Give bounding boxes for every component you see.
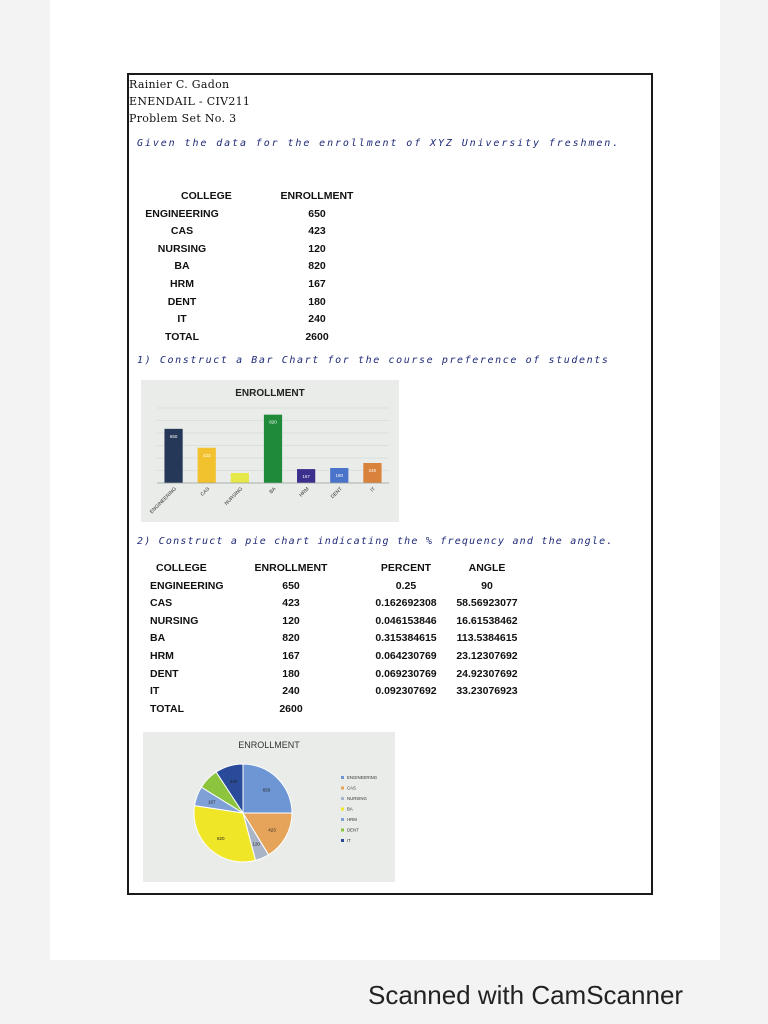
table-cell: ENGINEERING [145,207,219,220]
legend-swatch [341,829,344,832]
legend-entry: CAS [347,785,356,791]
legend-entry: NURSING [347,796,367,801]
bar [264,415,282,483]
legend-entry: IT [347,838,351,843]
legend-swatch [341,776,344,779]
table-cell: 2600 [279,702,303,715]
table-cell: HRM [150,650,174,662]
table-header-cell: ENROLLMENT [254,562,328,574]
slice-data-label: 240 [229,779,238,785]
slice-data-label: 820 [216,835,225,841]
bar [363,463,381,483]
table-cell: NURSING [157,242,207,255]
table-row [150,650,545,664]
table-header-cell: COLLEGE [181,190,232,202]
enrollment-table [145,190,412,350]
legend-entry: DENT [347,827,359,833]
chart-title: ENROLLMENT [238,740,300,750]
legend-swatch [341,839,344,842]
given-note: Given the data for the enrollment of XYZ University freshmen. [137,138,621,149]
category-tick-label: NURSING [223,486,245,507]
table-row [152,313,412,327]
table-cell: 120 [282,614,300,627]
pie-chart-screenshot [143,732,395,882]
table-cell: 423 [282,597,300,610]
bar-chart [141,380,399,522]
percent-angle-table [150,562,545,715]
bar-data-label: 180 [335,473,344,478]
table-cell: IT [150,685,160,698]
category-tick-label: CAS [199,486,212,498]
table-cell: 820 [308,260,326,273]
table-cell: 240 [308,313,326,326]
category-tick-label: IT [369,486,377,494]
table-row [145,207,412,222]
course-code: ENENDAIL - CIV211 [129,95,251,108]
bar-data-label: 423 [202,452,211,458]
table-row [152,296,412,310]
question-1: 1) Construct a Bar Chart for the course preference of students [137,355,610,366]
student-name: Rainier C. Gadon [129,78,230,91]
table-cell: BA [174,260,190,273]
table-cell: 0.069230769 [375,667,437,680]
question-2: 2) Construct a pie chart indicating the % frequency and the angle. [137,536,614,547]
table-cell: 650 [282,579,300,592]
table-cell: 0.315384615 [375,632,437,645]
table-row [150,615,545,629]
table-cell: 33.23076923 [456,685,518,698]
bar-data-label: 167 [302,474,310,480]
slice-data-label: 423 [268,827,276,833]
legend-entry: BA [347,806,353,812]
bar [231,473,249,483]
category-tick-label: HRM [298,486,311,499]
legend-entry: HRM [347,817,357,822]
table-header-cell: ENROLLMENT [280,190,354,202]
pie-chart [143,732,395,882]
table-cell: DENT [150,667,179,680]
table-cell: 180 [308,295,326,308]
table-cell: 240 [282,685,300,698]
table-cell: 167 [282,650,300,662]
slice-data-label: 650 [262,787,271,793]
table-cell: TOTAL [164,330,200,343]
category-tick-label: BA [268,486,278,496]
table-cell: IT [177,313,187,326]
legend-swatch [341,797,344,800]
legend-swatch [341,818,344,821]
table-cell: CAS [150,597,173,610]
table-header-row [150,562,545,576]
table-cell: 90 [481,579,493,592]
table-row [150,597,545,611]
table-cell: ENGINEERING [150,579,224,592]
table-cell: CAS [170,225,194,238]
table-cell: 167 [308,278,326,290]
table-header-cell: ANGLE [468,562,506,574]
table-cell: 0.092307692 [375,685,437,698]
table-cell: DENT [167,295,197,308]
table-row [152,243,412,257]
table-row [152,278,412,292]
table-cell: 180 [282,667,300,680]
table-cell: TOTAL [150,702,185,715]
table-cell: 113.5384615 [456,632,518,645]
table-cell: BA [150,632,166,645]
table-cell: NURSING [150,614,199,627]
table-cell: 120 [308,242,326,255]
table-cell: 24.92307692 [456,667,518,680]
table-row [150,632,545,646]
table-cell: 2600 [305,330,329,343]
table-cell: 0.064230769 [375,650,437,662]
table-cell: 0.046153846 [375,614,437,627]
table-row [152,260,412,274]
table-cell: 423 [308,225,326,238]
table-cell: 58.56923077 [456,597,518,610]
table-header-cell: PERCENT [380,562,432,574]
table-cell: 23.12307692 [456,650,518,662]
table-header-row [152,190,412,204]
table-row [150,685,545,699]
table-cell: 0.25 [395,579,417,592]
bar-data-label: 240 [368,468,377,473]
table-row [152,225,412,239]
bar-chart-screenshot [141,380,399,522]
table-row [150,580,545,594]
slice-data-label: 167 [207,799,216,805]
chart-title: ENROLLMENT [235,388,305,399]
table-cell: 16.61538462 [456,614,518,627]
legend-swatch [341,808,344,811]
table-cell: 650 [308,207,326,220]
problem-set-title: Problem Set No. 3 [129,112,237,125]
table-row [150,703,545,717]
table-row [150,668,545,682]
table-header-cell: COLLEGE [156,562,207,574]
table-row [152,331,412,345]
bar-data-label: 820 [269,419,277,425]
table-cell: 0.162692308 [375,597,437,610]
slice-data-label: 120 [252,841,260,847]
bar-data-label: 650 [169,433,178,439]
table-cell: HRM [170,278,194,290]
legend-swatch [341,787,344,790]
category-tick-label: DENT [329,486,344,501]
table-cell: 820 [282,632,300,645]
legend-entry: ENGINEERING [347,775,378,780]
camscanner-watermark: Scanned with CamScanner [368,980,684,1010]
category-tick-label: ENGINEERING [148,486,178,516]
